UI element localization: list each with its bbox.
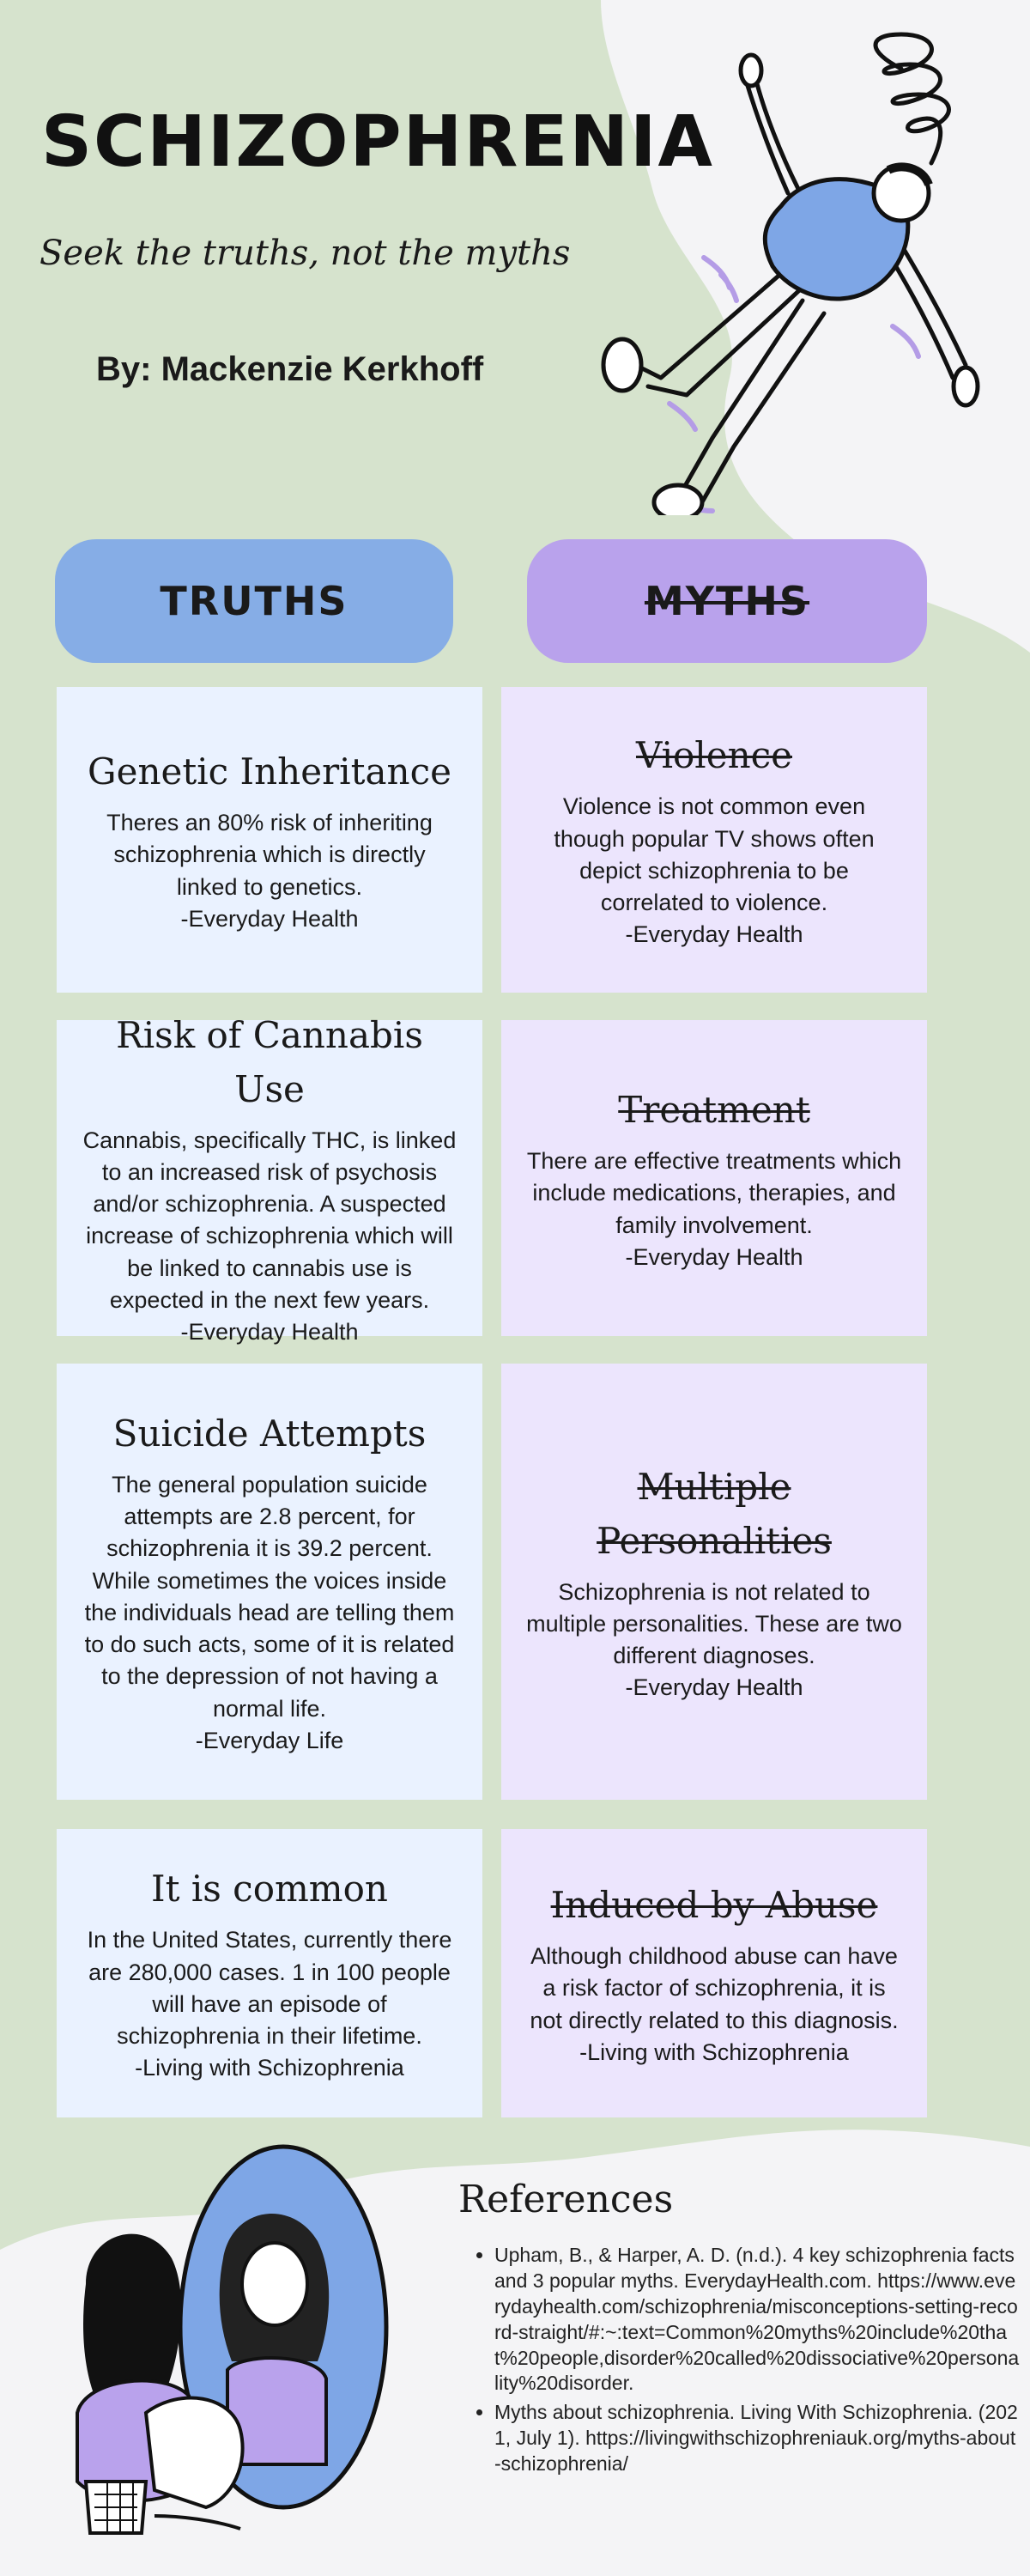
myth-card (501, 1020, 927, 1336)
page-title: SCHIZOPHRENIA (41, 101, 715, 183)
myth-card (501, 1829, 927, 2117)
references-list (470, 2243, 1020, 2481)
truth-heading: It is common (151, 1868, 388, 1911)
mirror-reflection-illustration (69, 2138, 395, 2550)
truth-source: -Living with Schizophrenia (135, 2055, 404, 2081)
truth-card (57, 1829, 482, 2117)
myth-card (501, 1364, 927, 1800)
myth-body: There are effective treatments which include medications, therapies, and family involvement. (526, 1148, 902, 1238)
reference-item: • Myths about schizophrenia. Living With Schizophrenia. (2021, July 1). https://livingwithschizophreniauk.org/myths-about-schizophrenia/ (494, 2400, 1020, 2477)
truth-body: The general population suicide attempts are 2.8 percent, for schizophrenia it is 39.2 percent. While sometimes the voices inside the individuals head are telling them to do such acts, some of it is related to the depression of not having a normal life. (84, 1471, 455, 1722)
truths-header: TRUTHS (55, 539, 453, 663)
myth-body: Schizophrenia is not related to multiple personalities. These are two different diagnoses. (526, 1578, 902, 1668)
truth-body: In the United States, currently there are 280,000 cases. 1 in 100 people will have an episode of schizophrenia in their lifetime. (87, 1927, 452, 2050)
page-subtitle: Seek the truths, not the myths (39, 234, 571, 273)
myth-body: Violence is not common even though popular TV shows often depict schizophrenia to be correlated to violence. (554, 793, 875, 916)
truth-body: Theres an 80% risk of inheriting schizophrenia which is directly linked to genetics. (106, 810, 433, 900)
truth-source: -Everyday Health (180, 1319, 359, 1346)
references-title: References (458, 2178, 674, 2221)
myth-heading: Multiple Personalities (597, 1465, 832, 1562)
falling-person-illustration (498, 17, 996, 515)
myth-source: -Everyday Health (625, 1674, 803, 1701)
truth-body: Cannabis, specifically THC, is linked to an increased risk of psychosis and/or schizophrenia. A suspected increase of schizophrenia which will be linked to cannabis use is expected in the next few years. (82, 1127, 457, 1313)
truth-card (57, 1013, 482, 1346)
author-byline: By: Mackenzie Kerkhoff (96, 350, 484, 388)
reference-item: • Upham, B., & Harper, A. D. (n.d.). 4 key schizophrenia facts and 3 popular myths. EverydayHealth.com. https://www.everydayhealth.com/schizophrenia/misconceptions-setting-record-straight/#:~:text=Common%20myths%20include%20that%20people,disorder%20called%20dissociative%20personality%20disorder. (494, 2243, 1020, 2397)
spiral-doodle-icon (876, 34, 948, 163)
myth-source: -Everyday Health (625, 921, 803, 948)
myth-source: -Living with Schizophrenia (579, 2038, 849, 2065)
truth-card (57, 1364, 482, 1800)
myth-heading: Violence (635, 734, 793, 777)
myth-card (501, 687, 927, 993)
truth-source: -Everyday Health (180, 905, 359, 932)
truth-heading: Risk of Cannabis Use (116, 1013, 423, 1110)
truth-source: -Everyday Life (195, 1727, 344, 1753)
myth-heading: Treatment (618, 1089, 810, 1131)
truth-heading: Suicide Attempts (112, 1412, 427, 1455)
myth-body: Although childhood abuse can have a risk factor of schizophrenia, it is not directly related to this diagnosis. (530, 1943, 899, 2033)
myth-heading: Induced by Abuse (550, 1884, 878, 1926)
truth-heading: Genetic Inheritance (88, 750, 451, 793)
myth-source: -Everyday Health (625, 1243, 803, 1270)
myths-header: MYTHS (527, 539, 927, 663)
truth-card (57, 687, 482, 993)
